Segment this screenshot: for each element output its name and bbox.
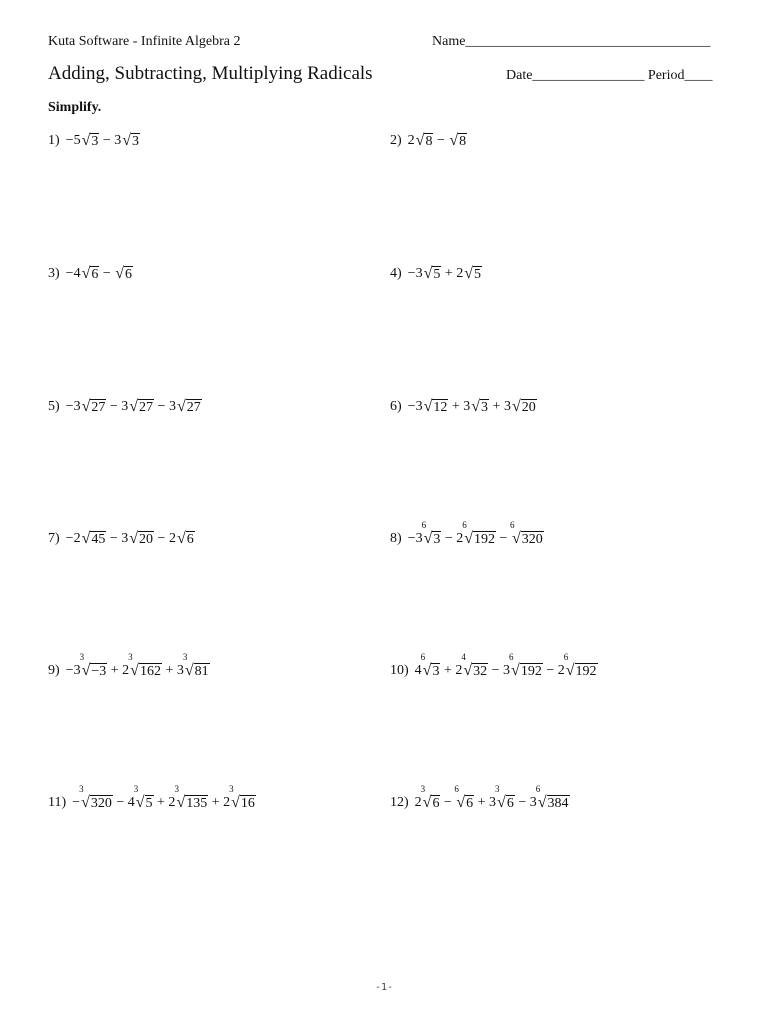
radicand: 81 (194, 664, 209, 679)
problem-number: 6) (390, 399, 402, 414)
problem-number: 11) (48, 795, 67, 810)
radical-sign-icon: √ (81, 530, 91, 547)
radical-sign-icon: √ (464, 530, 474, 547)
radicand: 192 (520, 664, 542, 679)
radical-sign-icon: √ (81, 662, 91, 679)
radical (449, 131, 467, 149)
radical-sign-icon: √ (81, 132, 91, 149)
radical-expression (72, 784, 256, 811)
coefficient: − (99, 266, 115, 281)
radicand: 12 (433, 400, 448, 415)
radical-sign-icon: √ (129, 398, 139, 415)
coefficient: + 3 (448, 399, 471, 414)
coefficient: − 2 (154, 531, 176, 546)
radical-sign-icon: √ (129, 530, 139, 547)
date-period-field[interactable]: Date________________ Period____ (506, 68, 713, 83)
problem-10 (390, 652, 598, 679)
radical-sign-icon: √ (415, 132, 425, 149)
radical (424, 264, 442, 282)
radical (471, 397, 489, 415)
radical-expression (414, 784, 570, 811)
radical (129, 529, 154, 547)
coefficient: 4 (414, 663, 422, 678)
radical (122, 131, 140, 149)
radicand: 3 (481, 400, 489, 415)
radical-sign-icon: √ (184, 662, 194, 679)
radical (454, 784, 474, 811)
coefficient: + 3 (161, 663, 184, 678)
radical (79, 652, 108, 679)
page-number: -1- (374, 982, 394, 993)
radical-expression (66, 529, 195, 547)
radical-index: 6 (421, 520, 427, 530)
coefficient: − 3 (106, 399, 129, 414)
radical (115, 264, 133, 282)
radical-sign-icon: √ (423, 530, 433, 547)
coefficient: + 2 (440, 663, 463, 678)
coefficient: −3 (65, 663, 81, 678)
radical (82, 397, 107, 415)
radical-sign-icon: √ (423, 265, 433, 282)
radicand: 8 (425, 134, 433, 149)
coefficient: −3 (407, 399, 423, 414)
radicand: 32 (473, 664, 488, 679)
worksheet-title: Adding, Subtracting, Multiplying Radicals (48, 63, 373, 84)
radicand: 16 (240, 796, 255, 811)
radical (464, 264, 482, 282)
coefficient: − 3 (99, 133, 122, 148)
problem-number: 5) (48, 399, 60, 414)
radicand: 27 (91, 400, 106, 415)
radical-sign-icon: √ (537, 794, 547, 811)
radicand: 162 (139, 664, 161, 679)
radical-expression (414, 652, 598, 679)
radical-index: 6 (509, 520, 515, 530)
radical-sign-icon: √ (471, 398, 481, 415)
radical-sign-icon: √ (449, 132, 459, 149)
problem-1 (48, 131, 140, 149)
radical-expression (66, 264, 133, 282)
problem-number: 7) (48, 531, 60, 546)
problem-5 (48, 397, 202, 415)
radical (563, 652, 598, 679)
radical (535, 784, 570, 811)
radical-sign-icon: √ (81, 794, 90, 811)
radical-index: 6 (509, 652, 514, 662)
problem-6 (390, 397, 537, 415)
radicand: 320 (90, 796, 112, 811)
problem-number: 8) (390, 531, 402, 546)
radical (128, 652, 162, 679)
coefficient: + 2 (208, 795, 231, 810)
coefficient: −5 (65, 133, 81, 148)
name-field[interactable]: Name___________________________________ (432, 34, 711, 49)
coefficient: + 3 (474, 795, 497, 810)
radical (420, 652, 441, 679)
radical-index: 6 (563, 652, 569, 662)
radical (509, 520, 544, 547)
radical (461, 652, 488, 679)
radical-sign-icon: √ (176, 398, 186, 415)
radical (229, 784, 256, 811)
radical-index: 3 (182, 652, 188, 662)
coefficient: − 4 (112, 795, 135, 810)
radical (82, 529, 107, 547)
radicand: 6 (466, 796, 474, 811)
radical-sign-icon: √ (115, 265, 125, 282)
radicand: 5 (474, 267, 482, 282)
coefficient: − 2 (441, 531, 464, 546)
radical (79, 784, 113, 811)
coefficient: + 3 (489, 399, 511, 414)
radical-index: 3 (79, 652, 85, 662)
radical-sign-icon: √ (497, 794, 506, 811)
radicand: 320 (521, 532, 543, 547)
problem-number: 2) (390, 133, 402, 148)
problem-8 (390, 520, 544, 547)
problem-number: 9) (48, 663, 60, 678)
radical-expression (408, 264, 482, 282)
radical-sign-icon: √ (176, 794, 186, 811)
problem-7 (48, 529, 195, 547)
radical (509, 652, 543, 679)
radicand: 192 (575, 664, 597, 679)
radicand: 6 (432, 796, 440, 811)
radical (421, 520, 442, 547)
radical (174, 784, 208, 811)
coefficient: + 2 (107, 663, 130, 678)
problem-9 (48, 652, 210, 679)
radical (82, 264, 100, 282)
instruction-text: Simplify. (48, 100, 102, 115)
coefficient: − 3 (154, 399, 176, 414)
radicand: 5 (145, 796, 153, 811)
radical-sign-icon: √ (81, 265, 91, 282)
radicand: 20 (521, 400, 536, 415)
radical-expression (66, 397, 202, 415)
radicand: 6 (186, 532, 194, 547)
radical-sign-icon: √ (422, 794, 432, 811)
radicand: 20 (139, 532, 154, 547)
radical-index: 3 (174, 784, 179, 794)
radical-expression (407, 520, 544, 547)
problem-number: 4) (390, 266, 402, 281)
radical-index: 6 (462, 520, 467, 530)
coefficient: − 3 (514, 795, 537, 810)
radical-sign-icon: √ (511, 398, 521, 415)
coefficient: −2 (65, 531, 81, 546)
radical (495, 784, 515, 811)
problem-4 (390, 264, 482, 282)
radical-index: 3 (229, 784, 234, 794)
radical-sign-icon: √ (565, 662, 575, 679)
problem-11 (48, 784, 256, 811)
coefficient: + 2 (441, 266, 464, 281)
radical (129, 397, 154, 415)
software-label: Kuta Software - Infinite Algebra 2 (48, 34, 241, 49)
radicand: 3 (132, 134, 140, 149)
radical-sign-icon: √ (423, 398, 433, 415)
problem-2 (390, 131, 467, 149)
radical (177, 397, 202, 415)
radicand: 27 (186, 400, 201, 415)
radical-sign-icon: √ (176, 530, 186, 547)
radical (424, 397, 449, 415)
radical-expression (66, 131, 140, 149)
radical (512, 397, 537, 415)
coefficient: − (440, 795, 456, 810)
coefficient: −3 (407, 266, 423, 281)
radicand: 3 (91, 134, 99, 149)
radicand: 27 (139, 400, 154, 415)
problem-number: 10) (390, 663, 409, 678)
radical-index: 3 (420, 784, 426, 794)
coefficient: 2 (407, 133, 415, 148)
radicand: 3 (433, 532, 441, 547)
radical-sign-icon: √ (511, 662, 520, 679)
radical-index: 4 (461, 652, 466, 662)
radical-expression (408, 131, 467, 149)
radical-index: 3 (128, 652, 133, 662)
radical (182, 652, 210, 679)
coefficient: −4 (65, 266, 81, 281)
radical-sign-icon: √ (456, 794, 466, 811)
coefficient: 2 (414, 795, 422, 810)
radical-index: 3 (79, 784, 84, 794)
coefficient: −3 (407, 531, 423, 546)
radicand: 6 (91, 267, 99, 282)
radical-sign-icon: √ (422, 662, 432, 679)
coefficient: − (496, 531, 511, 546)
radical-sign-icon: √ (130, 662, 139, 679)
problem-12 (390, 784, 570, 811)
radical (82, 131, 100, 149)
radicand: 5 (433, 267, 441, 282)
radicand: 6 (506, 796, 514, 811)
radical-sign-icon: √ (511, 530, 521, 547)
coefficient: − (433, 133, 449, 148)
radical-expression (408, 397, 537, 415)
radical-index: 3 (495, 784, 500, 794)
radical-sign-icon: √ (122, 132, 132, 149)
radicand: 135 (186, 796, 208, 811)
radicand: −3 (91, 664, 107, 679)
problem-number: 12) (390, 795, 409, 810)
coefficient: − 3 (106, 531, 129, 546)
coefficient: − (72, 795, 81, 810)
radical (133, 784, 154, 811)
coefficient: −3 (65, 399, 81, 414)
radicand: 6 (125, 267, 133, 282)
problem-number: 3) (48, 266, 60, 281)
radicand: 3 (432, 664, 440, 679)
radical-sign-icon: √ (464, 265, 474, 282)
radicand: 8 (459, 134, 467, 149)
radical-sign-icon: √ (463, 662, 473, 679)
problem-number: 1) (48, 133, 60, 148)
radical-sign-icon: √ (81, 398, 91, 415)
radical-index: 6 (454, 784, 459, 794)
radicand: 192 (474, 532, 496, 547)
coefficient: − 3 (488, 663, 511, 678)
radical (420, 784, 441, 811)
radical-index: 6 (420, 652, 426, 662)
radical (416, 131, 434, 149)
radical (462, 520, 496, 547)
problem-3 (48, 264, 133, 282)
radical-sign-icon: √ (231, 794, 240, 811)
radical-index: 6 (535, 784, 541, 794)
radical-expression (65, 652, 210, 679)
radicand: 45 (91, 532, 106, 547)
radical (177, 529, 195, 547)
radicand: 384 (547, 796, 569, 811)
radical-sign-icon: √ (135, 794, 145, 811)
radical-index: 3 (133, 784, 139, 794)
coefficient: + 2 (153, 795, 176, 810)
coefficient: − 2 (542, 663, 565, 678)
